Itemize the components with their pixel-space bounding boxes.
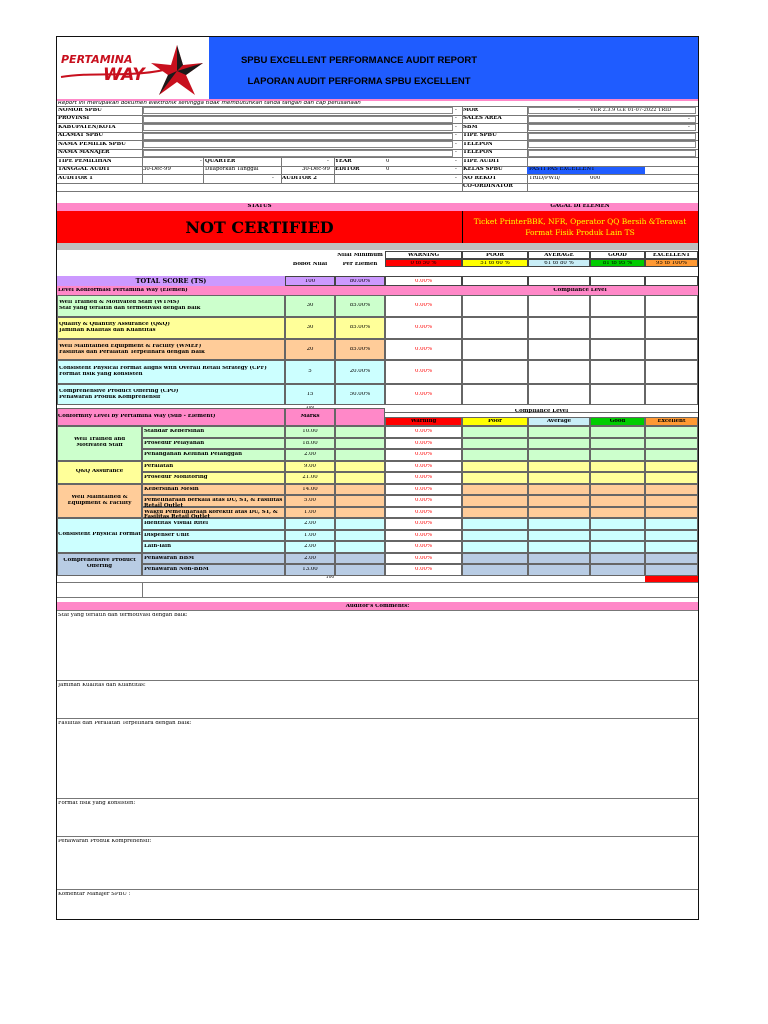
info-label-right: TELEPON [463, 141, 493, 147]
level-range: 51 to 60 % [480, 260, 510, 266]
info-field[interactable] [143, 107, 453, 114]
level-range: 81 to 95 % [602, 260, 633, 266]
divider-line [57, 582, 698, 583]
sub-score: 0.00% [414, 532, 433, 538]
sub-score: 0.00% [414, 452, 433, 457]
audit-date: 30-Dec-99 [143, 167, 171, 172]
element-min: 85.00% [349, 346, 371, 352]
element-level-cell [590, 384, 645, 405]
bobot-header: Bobot Nilai [292, 262, 328, 267]
total-bobot: 100 [304, 278, 316, 284]
info-label-right: SALES AREA [463, 116, 502, 121]
editor-label: EDITOR [335, 167, 360, 172]
sub-level-cell [462, 461, 528, 473]
comments-header: Auditor's Comments: [345, 603, 410, 609]
sub-score: 0.00% [414, 463, 433, 469]
sub-empty-cell [335, 461, 385, 473]
info-field[interactable] [143, 116, 453, 123]
info-col-line [527, 106, 528, 191]
gagal-line-2: Format Fisik Produk Lain TS [525, 229, 635, 237]
comment-label: Fasilitas dan Peralatan Terpelihara dengan Baik: [58, 721, 192, 726]
element-score: 0.00% [414, 346, 433, 352]
element-name-id: Format fisik yang konsisten [59, 372, 143, 377]
element-level-cell [462, 360, 528, 384]
element-name: Well Maintained Equipment & Facility (WMEF) [59, 343, 202, 349]
element-level-cell [645, 317, 698, 339]
info-label: ALAMAT SPBU [58, 133, 104, 138]
sub-level-cell [528, 564, 590, 576]
element-score: 0.00% [414, 391, 433, 397]
sub-level-cell [590, 495, 645, 507]
element-level-cell [645, 360, 698, 384]
info-col-line [334, 157, 335, 166]
info-dash: - [455, 167, 457, 172]
sub-level-cell [645, 530, 698, 542]
sub-level-cell [590, 484, 645, 496]
comment-divider [57, 718, 698, 719]
element-name-id: Staf yang terlatih dan termotivasi dengan baik [59, 306, 201, 311]
info-row-line [57, 174, 698, 175]
comment-divider [57, 680, 698, 681]
info-col-line [281, 174, 282, 183]
level-range: 95 to 100% [655, 260, 688, 266]
title-id: LAPORAN AUDIT PERFORMA SPBU EXCELLENT [247, 76, 471, 87]
sub-level-cell [462, 530, 528, 542]
comment-area[interactable] [57, 808, 698, 835]
sub-level-name: Average [546, 418, 572, 424]
sub-item-label: Pemeliharaan berkala atas DU, ST, & Fasilitas [144, 498, 283, 503]
info-field[interactable] [143, 150, 453, 157]
element-name-id: Penawaran Produk Komprehensif [59, 394, 161, 400]
sub-marks: 13.00 [302, 567, 318, 572]
level-name: POOR [486, 252, 504, 258]
element-level-cell [462, 384, 528, 405]
element-bobot: 30 [306, 303, 314, 308]
element-level-cell [528, 360, 590, 384]
sub-score: 0.00% [414, 509, 433, 515]
element-name: Well Trained & Motivated Staff (WTMS) [59, 300, 180, 305]
info-label-right: KELAS SPBU [463, 167, 503, 172]
sub-item-label: Prosedur Pelayanan [144, 440, 205, 446]
comment-area[interactable] [57, 620, 698, 679]
min-header-1: Nilai Minimum [337, 253, 383, 258]
auditor2-label: AUDITOR 2 [282, 175, 317, 181]
element-level-cell [590, 317, 645, 339]
gagal-line-1: Ticket PrinterBBK, NFR, Operator QQ Bersih &Terawat [473, 218, 687, 226]
info-field[interactable] [143, 133, 453, 140]
sub-item-label: Standar Kebersihan [144, 429, 205, 434]
sub-score: 0.00% [414, 498, 433, 503]
comment-divider [57, 889, 698, 890]
sub-empty-cell [335, 495, 385, 507]
sub-level-cell [590, 472, 645, 484]
title-band [209, 37, 698, 99]
comment-divider [57, 798, 698, 799]
element-name-id: Jaminan Kualitas dan Kuantitas [59, 328, 156, 333]
level-name: EXCELLENT [652, 252, 691, 258]
level-range: 0 to 50 % [410, 260, 437, 266]
sub-empty-cell [335, 426, 385, 438]
sub-score: 0.00% [414, 429, 433, 434]
level-range: 61 to 80 % [544, 260, 574, 266]
element-level-cell [645, 295, 698, 317]
element-min: 85.00% [349, 303, 371, 308]
sub-marks: 2.00 [303, 555, 316, 561]
sub-level-cell [645, 564, 698, 576]
element-level-cell [462, 339, 528, 360]
sub-item-label: Lain-lain [144, 544, 171, 549]
group-name: Well Trained and [73, 437, 126, 443]
quarter-label: QUARTER [205, 158, 236, 164]
min-header-2: Per Elemen [342, 262, 378, 267]
element-bobot: 15 [306, 391, 314, 397]
total-score: 0.00% [414, 278, 433, 284]
sub-score: 0.00% [414, 475, 433, 480]
info-field-right[interactable] [528, 116, 696, 123]
sub-score: 0.00% [414, 555, 433, 561]
sub-marks: 18.00 [302, 440, 318, 446]
sub-empty-cell [335, 472, 385, 484]
sub-level-cell [590, 530, 645, 542]
sub-level-cell [462, 553, 528, 565]
group-name: Well Maintained & [71, 494, 128, 500]
sub-level-cell [590, 507, 645, 519]
sub-marks: 1.00 [303, 532, 316, 538]
kelas-value: PASTI PAS EXCELLENT [529, 167, 595, 172]
sub-level-cell [528, 553, 590, 565]
element-score: 0.00% [414, 303, 433, 308]
sub-marks: 2.00 [303, 544, 316, 549]
sub-level-name: Warning [410, 418, 437, 424]
sub-level-cell [528, 495, 590, 507]
info-label-right: CO-ORDINATOR [463, 184, 513, 189]
sub-level-cell [645, 484, 698, 496]
info-dash: - [455, 133, 457, 138]
element-name-id: Fasilitas dan Peralatan Terpelihara dengan Baik [59, 349, 205, 355]
element-bobot: 20 [306, 346, 314, 352]
sub-level-cell [645, 541, 698, 553]
sub-score: 0.00% [414, 440, 433, 446]
info-label-right: SBM [463, 124, 478, 130]
editor-value: 0 [386, 167, 390, 172]
element-score: 0.00% [414, 369, 433, 374]
info-label-right: TIPE AUDIT [463, 158, 500, 164]
sub-empty-cell [335, 530, 385, 542]
element-level-cell [462, 317, 528, 339]
sub-level-cell [590, 449, 645, 461]
sub-level-cell [590, 553, 645, 565]
sub-item-label: Penawaran Non-BBM [144, 567, 209, 572]
status-value: NOT CERTIFIED [185, 218, 334, 237]
sub-level-cell [645, 518, 698, 530]
sub-level-cell [528, 518, 590, 530]
sub-level-cell [528, 461, 590, 473]
level-name: WARNING [407, 252, 440, 258]
sub-empty-cell [335, 541, 385, 553]
version-text: VER 2.3.9 G.E 01-07-2022 TRID [590, 107, 672, 113]
sub-marks: 14.00 [302, 486, 318, 492]
comment-area[interactable] [57, 899, 698, 918]
sub-empty-cell [335, 484, 385, 496]
info-label: AUDITOR 1 [58, 175, 93, 181]
norekot-value-2: 000 [590, 175, 601, 181]
info-field-right[interactable] [528, 141, 696, 148]
sub-empty-cell [335, 518, 385, 530]
sub-marks: 5.00 [303, 498, 316, 503]
sub-level-cell [645, 449, 698, 461]
sub-score: 0.00% [414, 544, 433, 549]
norekot-value: TRID/PWII/ [529, 175, 561, 181]
sub-level-cell [528, 541, 590, 553]
group-name-2: Equipment & Facility [67, 500, 132, 506]
sub-marks: 9.00 [303, 463, 316, 469]
status-header: STATUS [247, 204, 272, 209]
year-label: YEAR [335, 158, 352, 164]
element-level-cell [528, 384, 590, 405]
element-level-cell [645, 339, 698, 360]
info-col-line [203, 157, 204, 166]
group-name-2: Motivated Staff [76, 443, 123, 449]
info-field[interactable] [143, 124, 453, 131]
divider-line [57, 597, 698, 598]
info-row-line [57, 191, 698, 192]
element-bobot: 30 [306, 325, 314, 330]
sub-level-cell [528, 426, 590, 438]
logo-text-bottom: WAY [103, 65, 145, 85]
sub-level-cell [462, 484, 528, 496]
sub-item-label: Prosedur Monitoring [144, 475, 208, 480]
sub-sum: 100 [325, 576, 335, 580]
title-en: SPBU EXCELLENT PERFORMANCE AUDIT REPORT [240, 55, 478, 66]
sub-marks: 1.00 [303, 509, 316, 515]
info-label-right: TELEPON [463, 150, 493, 155]
info-label: NOMOR SPBU [58, 107, 102, 113]
comment-divider [57, 610, 698, 611]
info-row-line [57, 157, 698, 158]
grey-band-1 [57, 243, 698, 250]
element-score: 0.00% [414, 325, 433, 330]
sub-level-cell [590, 426, 645, 438]
info-col-line [203, 166, 204, 175]
info-field-right[interactable] [528, 150, 696, 157]
sub-level-cell [590, 438, 645, 450]
sub-level-name: Excellent [657, 418, 686, 424]
info-label-right: NO REKOT [463, 175, 497, 181]
info-label: NAMA PEMILIK SPBU [58, 141, 126, 147]
sub-marks: 2.00 [303, 521, 316, 526]
level-name: GOOD [608, 252, 627, 258]
sub-level-cell [590, 518, 645, 530]
sub-level-cell [645, 426, 698, 438]
comment-label: Format fisik yang konsisten: [58, 801, 136, 806]
logo-area [57, 37, 209, 99]
element-min: 50.00% [349, 391, 371, 397]
info-label-right: MOR [463, 107, 479, 113]
total-level-cell [462, 276, 528, 286]
info-label: PROVINSI [58, 116, 90, 121]
sub-marks: 10.00 [302, 429, 318, 434]
sub-score: 0.00% [414, 567, 433, 572]
info-dash: - [455, 124, 457, 130]
sub-item-label: Penawaran BBM [144, 555, 195, 561]
info-field-right[interactable] [528, 133, 696, 140]
sub-level-cell [462, 507, 528, 519]
sub-score: 0.00% [414, 486, 433, 492]
info-dash: - [455, 175, 457, 181]
sub-level-cell [528, 438, 590, 450]
sub-level-cell [528, 530, 590, 542]
element-min: 20.00% [349, 369, 371, 374]
info-col-line [334, 174, 335, 183]
info-dash: - [455, 158, 457, 164]
level-name: AVERAGE [544, 252, 574, 258]
sub-level-cell [590, 541, 645, 553]
sub-level-cell [645, 553, 698, 565]
sub-level-cell [462, 541, 528, 553]
comment-label: Penawaran Produk Komprehensif: [58, 839, 152, 844]
comment-area[interactable] [57, 846, 698, 888]
comment-label: Jaminan Kualitas dan Kuantitas: [58, 683, 146, 688]
report-date-label: Dilaporkan Tanggal [205, 167, 259, 172]
sub-score: 0.00% [414, 521, 433, 526]
auditor1-dash: - [272, 175, 274, 181]
sub-item-label: Kebersihan Mesin [144, 486, 199, 492]
marks-header: Marks [300, 414, 320, 419]
total-label: TOTAL SCORE (TS) [135, 278, 207, 285]
info-col-line [203, 174, 204, 183]
sub-level-cell [528, 449, 590, 461]
sub-level-cell [645, 438, 698, 450]
info-dash: - [455, 107, 457, 113]
report-date: 30-Dec-99 [302, 167, 330, 172]
info-field[interactable] [143, 141, 453, 148]
element-bobot: 5 [308, 369, 312, 374]
info-dash: - [455, 141, 457, 147]
sub-level-cell [590, 564, 645, 576]
info-dash: - [455, 116, 457, 121]
group-name: Q&Q Assurance [75, 469, 124, 474]
sub-level-name: Poor [488, 418, 502, 424]
compliance-label: Compliance Level [553, 288, 607, 293]
sub-level-cell [645, 461, 698, 473]
info-dash: - [578, 107, 580, 113]
sub-level-cell [645, 495, 698, 507]
sub-empty-cell [335, 553, 385, 565]
year-dash: - [327, 158, 329, 164]
info-label-right: TIPE SPBU [463, 133, 497, 138]
sub-compliance-label: Compliance Level [514, 409, 569, 414]
info-label: NAMA MANAJER [58, 150, 110, 155]
group-name-2: Offering [86, 564, 113, 569]
element-level-cell [590, 360, 645, 384]
info-row-line [57, 183, 698, 184]
comment-area[interactable] [57, 728, 698, 797]
sub-empty-cell [335, 449, 385, 461]
info-col-line [334, 166, 335, 175]
sub-level-cell [590, 461, 645, 473]
sub-level-cell [528, 507, 590, 519]
logo-text-top: PERTAMINA [61, 53, 133, 66]
quarter-dash: - [200, 158, 202, 164]
sub-marks: 2.00 [303, 452, 316, 457]
total-level-cell [645, 276, 698, 286]
sub-empty-cell [335, 507, 385, 519]
info-col-line [281, 166, 282, 175]
info-label: KABUPATEN/KOTA [58, 124, 116, 130]
sub-level-cell [462, 472, 528, 484]
sub-level-cell [645, 472, 698, 484]
electronic-note: Report ini merupakan dokumen elektronik sehingga tidak membutuhkan tanda tangan dan cap perusahaan [58, 101, 361, 106]
comment-area[interactable] [57, 690, 698, 717]
info-dash: - [688, 125, 690, 130]
sub-level-name: Good [609, 418, 626, 424]
element-level-cell [590, 295, 645, 317]
sub-item-label: Dispenser Unit [144, 532, 190, 538]
sub-level-cell [462, 518, 528, 530]
group-name: Comprehensive Product [63, 558, 136, 563]
element-name: Comprehensive Product Offering (CPO) [59, 388, 179, 394]
info-label: TIPE PEMILIHAN [58, 158, 112, 164]
total-min: 80.00% [349, 278, 371, 284]
element-level-cell [462, 295, 528, 317]
info-dash: - [455, 150, 457, 155]
sub-empty-cell [335, 564, 385, 576]
sub-level-cell [528, 484, 590, 496]
sub-item-label: Peralatan [144, 463, 174, 469]
status-divider [462, 211, 463, 243]
info-dash: - [688, 116, 690, 122]
sub-level-cell [462, 426, 528, 438]
sub-header-label: Conformity Level by Pertamina Way (Sub - Element) [58, 414, 216, 419]
total-level-cell [590, 276, 645, 286]
element-level-cell [528, 339, 590, 360]
element-min: 85.00% [349, 325, 371, 330]
sub-level-cell [462, 438, 528, 450]
sub-item-label: Penanganan Keluhan Pelanggan [144, 452, 243, 457]
element-name: Quality & Quantity Assurance (Q&Q) [59, 322, 170, 327]
comment-divider [57, 836, 698, 837]
info-col-line [462, 106, 463, 191]
comment-label: Staf yang terlatih dan termotivasi dengan baik: [58, 613, 188, 618]
year-value: 0 [386, 158, 390, 164]
sub-level-cell [462, 449, 528, 461]
group-name: Consistent Physical Format [58, 532, 141, 538]
element-level-cell [528, 295, 590, 317]
level-label: Level Konformasi Pertamina Way (Elemen) [58, 288, 188, 293]
sub-level-cell [645, 507, 698, 519]
sub-item-label: Waktu Pemeliharaan korektif atas DU, ST, & [144, 509, 278, 515]
sub-level-cell [462, 564, 528, 576]
sub-marks: 21.00 [302, 475, 318, 480]
comment-label: Komentar Manajer SPBU : [58, 892, 131, 897]
sub-header-empty [335, 408, 385, 426]
element-level-cell [528, 317, 590, 339]
info-label: TANGGAL AUDIT [58, 167, 110, 172]
sub-item-label: Identitas Visual Ritel [144, 521, 209, 526]
sub-level-cell [462, 495, 528, 507]
divider-line [142, 582, 143, 597]
info-field-right[interactable] [528, 124, 696, 131]
element-level-cell [645, 384, 698, 405]
sub-level-cell [528, 472, 590, 484]
info-col-line [281, 157, 282, 166]
total-level-cell [528, 276, 590, 286]
sub-empty-cell [335, 438, 385, 450]
gagal-header: GAGAL DI ELEMEN [550, 204, 610, 209]
element-name: Consistent Physical Format aligns with Overall Retail Strategy (CPF) [59, 366, 267, 371]
element-level-cell [590, 339, 645, 360]
